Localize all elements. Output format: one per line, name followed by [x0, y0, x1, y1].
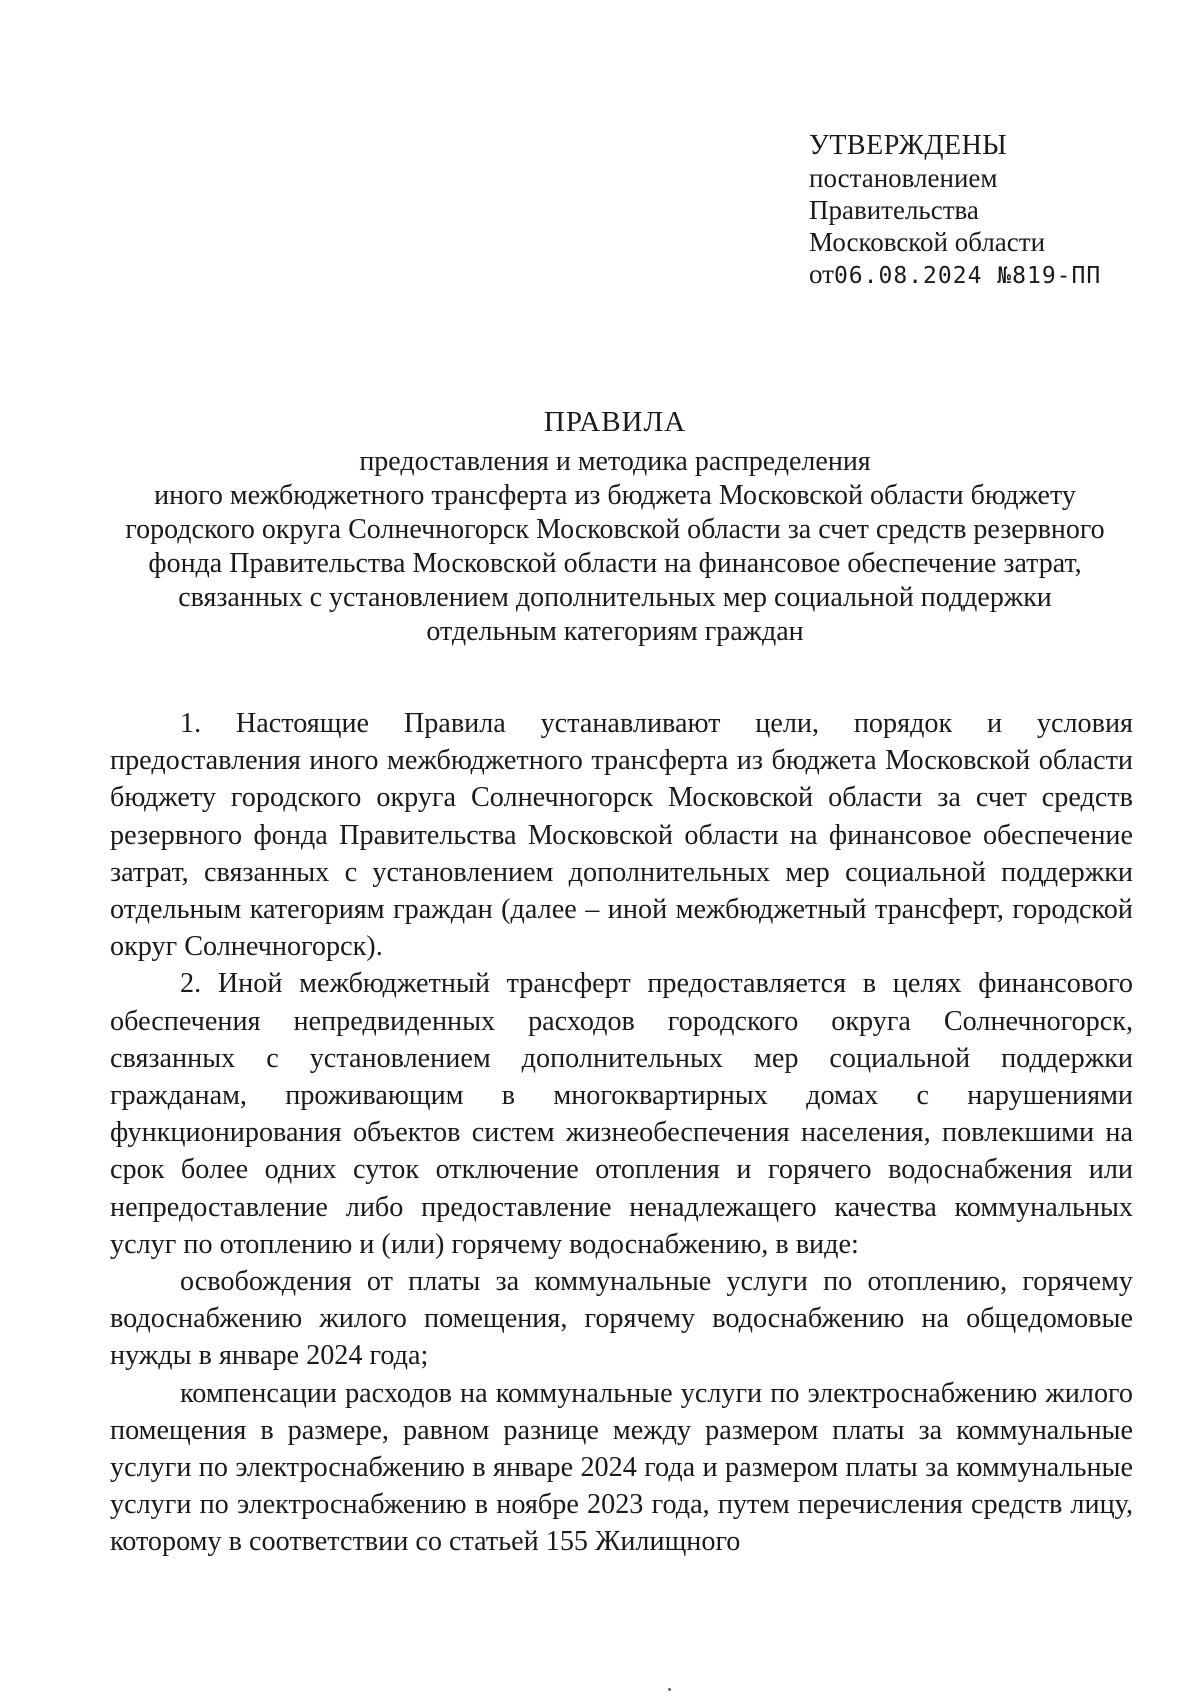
approval-block [809, 130, 1169, 292]
document-body [110, 705, 1133, 1561]
approval-date-line [809, 258, 1169, 292]
paragraph-2-item-compensation: компенсации расходов на коммунальные услуги по электроснабжению жилого помещения в размере, равном разнице между размером платы за коммунальные услуги по электроснабжению в январе 2024 года и размером платы за коммунальные услуги по электроснабжению в ноябре 2023 года, путем перечисления средств лицу, которому в соответствии со статьей 155 Жилищного [110, 1377, 1133, 1558]
approval-line-government: Правительства [809, 195, 979, 225]
approval-heading: УТВЕРЖДЕНЫ [809, 130, 1008, 161]
approval-date-number-stamp: 06.08.2024 №819-ПП [833, 263, 1102, 289]
approval-line-decree: постановлением [809, 163, 998, 193]
paragraph-1: 1. Настоящие Правила устанавливают цели, порядок и условия предоставления иного межбюджетного трансферта из бюджета Московской области бюджету городского округа Солнечногорск Московской области за счет средств резервного фонда Правительства Московской области на финансовое обеспечение затрат, связанных с установлением дополнительных мер социальной поддержки отдельным категориям граждан (далее – иной межбюджетный трансферт, городской округ Солнечногорск). [110, 708, 1133, 963]
title-line: связанных с установлением дополнительных мер социальной поддержки [178, 582, 1052, 613]
title-line: предоставления и методика распределения [359, 446, 871, 477]
document-title [100, 405, 1130, 649]
title-line: фонда Правительства Московской области на финансовое обеспечение затрат, [148, 548, 1082, 579]
scan-speck [668, 1688, 671, 1691]
paragraph-2-item-exemption: освобождения от платы за коммунальные услуги по отоплению, горячему водоснабжению жилого помещения, горячему водоснабжению на общедомовые нужды в январе 2024 года; [110, 1266, 1133, 1372]
title-line: городского округа Солнечногорск Московской области за счет средств резервного [125, 514, 1105, 545]
approval-line-region: Московской области [809, 227, 1046, 257]
title-heading: ПРАВИЛА [543, 406, 687, 438]
title-line: отдельным категориям граждан [426, 616, 804, 647]
paragraph-2: 2. Иной межбюджетный трансферт предоставляется в целях финансового обеспечения непредвиденных расходов городского округа Солнечногорск, связанных с установлением дополнительных мер социальной поддержки гражданам, проживающим в многоквартирных домах с нарушениями функционирования объектов систем жизнеобеспечения населения, повлекшими на срок более одних суток отключение отопления и горячего водоснабжения или непредоставление либо предоставление ненадлежащего качества коммунальных услуг по отоплению и (или) горячему водоснабжению, в виде: [110, 968, 1133, 1260]
approval-date-prefix: от [809, 259, 834, 289]
title-line: иного межбюджетного трансферта из бюджета Московской области бюджету [154, 480, 1076, 511]
